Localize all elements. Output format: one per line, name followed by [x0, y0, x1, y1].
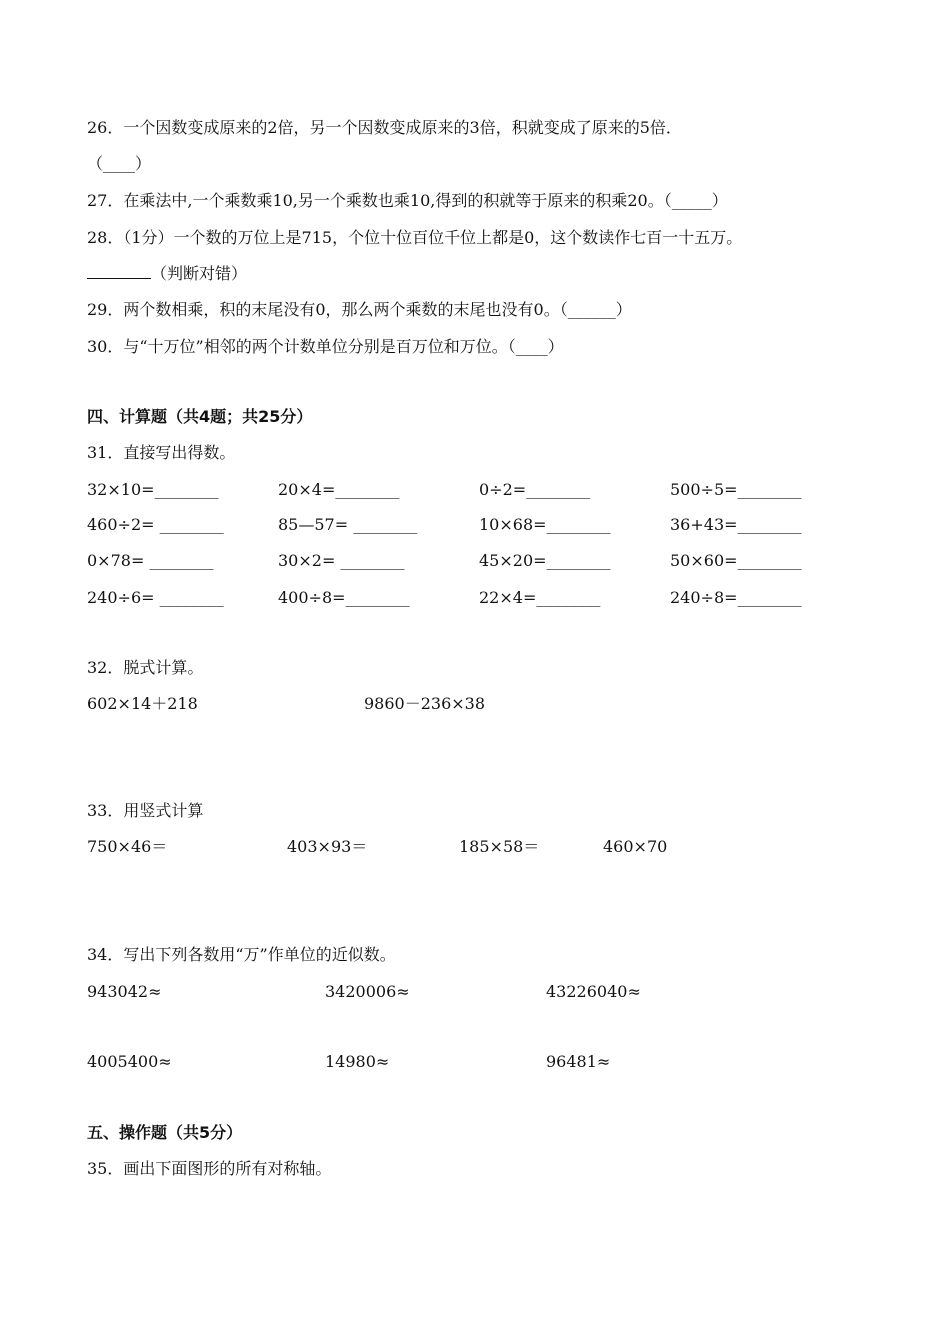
q31-item: 240÷6= ________ — [87, 588, 224, 607]
q31-item: 45×20=________ — [479, 551, 611, 570]
q34-item: 943042≈ — [87, 982, 162, 1001]
q31-item: 22×4=________ — [479, 588, 601, 607]
q31-item: 20×4=________ — [278, 480, 400, 499]
q31-item: 50×60=________ — [670, 551, 802, 570]
question-26: 26．一个因数变成原来的2倍，另一个因数变成原来的3倍，积就变成了原来的5倍． — [87, 118, 682, 137]
question-34-prompt: 34．写出下列各数用“万”作单位的近似数。 — [87, 945, 396, 964]
question-31-prompt: 31．直接写出得数。 — [87, 443, 236, 462]
q34-item: 14980≈ — [325, 1052, 390, 1071]
q33-item: 460×70 — [603, 837, 668, 856]
q31-item: 460÷2= ________ — [87, 515, 224, 534]
q33-item: 185×58＝ — [459, 837, 540, 856]
q31-item: 10×68=________ — [479, 515, 611, 534]
question-30: 30．与“十万位”相邻的两个计数单位分别是百万位和万位。（____） — [87, 337, 564, 356]
question-35-prompt: 35．画出下面图形的所有对称轴。 — [87, 1159, 332, 1178]
q32-item: 602×14＋218 — [87, 694, 198, 713]
question-33-prompt: 33．用竖式计算 — [87, 801, 204, 820]
q31-item: 0×78= ________ — [87, 551, 214, 570]
q31-item: 85—57= ________ — [278, 515, 418, 534]
q31-item: 0÷2=________ — [479, 480, 591, 499]
question-26-answer-blank: （____） — [87, 154, 152, 173]
q34-item: 3420006≈ — [325, 982, 410, 1001]
q33-item: 750×46＝ — [87, 837, 168, 856]
question-27: 27．在乘法中,一个乘数乘10,另一个乘数也乘10,得到的积就等于原来的积乘20。（_____） — [87, 191, 728, 210]
q31-item: 240÷8=________ — [670, 588, 802, 607]
section-4-heading: 四、计算题（共4题；共25分） — [87, 407, 313, 426]
q31-item: 36+43=________ — [670, 515, 802, 534]
q34-item: 43226040≈ — [546, 982, 641, 1001]
section-5-heading: 五、操作题（共5分） — [87, 1123, 243, 1142]
question-28-note: （判断对错） — [151, 264, 248, 283]
question-28-answer — [87, 263, 247, 284]
question-29: 29．两个数相乘，积的末尾没有0，那么两个乘数的末尾也没有0。（______） — [87, 300, 632, 319]
answer-blank — [87, 263, 151, 279]
q31-item: 400÷8=________ — [278, 588, 410, 607]
q33-item: 403×93＝ — [287, 837, 368, 856]
q34-item: 96481≈ — [546, 1052, 611, 1071]
question-32-prompt: 32．脱式计算。 — [87, 658, 204, 677]
q34-item: 4005400≈ — [87, 1052, 172, 1071]
question-28: 28．（1分）一个数的万位上是715，个位十位百位千位上都是0，这个数读作七百一十五万。 — [87, 228, 743, 247]
q31-item: 30×2= ________ — [278, 551, 405, 570]
q32-item: 9860－236×38 — [364, 694, 486, 713]
q31-item: 500÷5=________ — [670, 480, 802, 499]
q31-item: 32×10=________ — [87, 480, 219, 499]
